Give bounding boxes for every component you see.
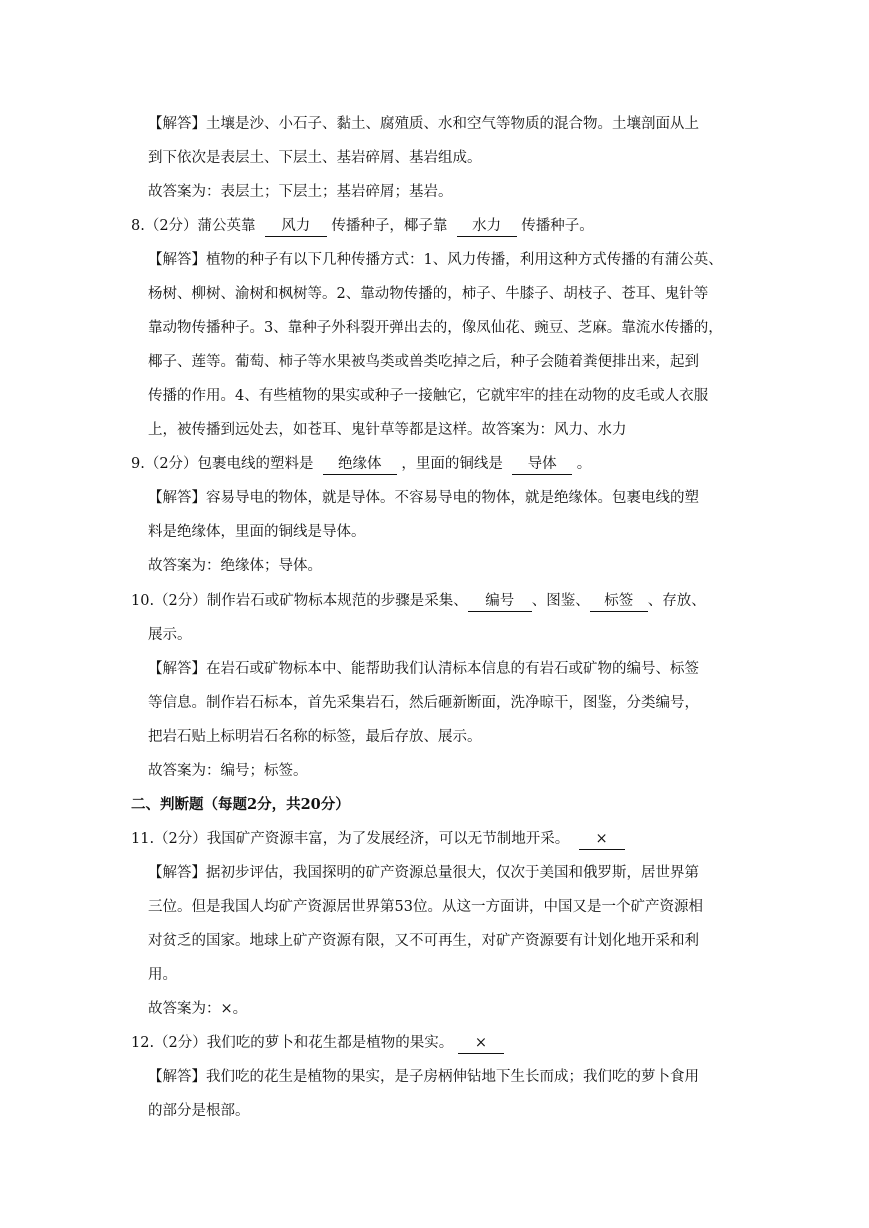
answer-line: 【解答】我们吃的花生是植物的果实，是子房柄伸钻地下生长而成；我们吃的萝卜食用 xyxy=(148,1069,699,1085)
question-text: 9.（2分）包裹电线的塑料是 xyxy=(131,456,314,472)
answer-line: 故答案为：表层土；下层土；基岩碎屑；基岩。 xyxy=(148,184,453,200)
question-text: 12.（2分）我们吃的萝卜和花生都是植物的果实。 xyxy=(131,1035,454,1051)
answer-line: 杨树、柳树、渝树和枫树等。2、靠动物传播的，柿子、牛膝子、胡枝子、苍耳、鬼针等 xyxy=(148,286,709,302)
answer-line: 椰子、莲等。葡萄、柿子等水果被鸟类或兽类吃掉之后，种子会随着粪便排出来，起到 xyxy=(148,354,699,370)
answer-line: 【解答】植物的种子有以下几种传播方式：1、风力传播，利用这种方式传播的有蒲公英、 xyxy=(148,252,723,268)
question-text: 、图鉴、 xyxy=(531,593,590,609)
answer-line: 的部分是根部。 xyxy=(148,1103,250,1119)
question-9 xyxy=(0,451,869,477)
answer-line: 等信息。制作岩石标本，首先采集岩石，然后砸新断面，洗净晾干，图鉴，分类编号， xyxy=(148,695,699,711)
section-heading: 二、判断题（每题2分，共20分） xyxy=(131,796,350,813)
answer-blank: 导体 xyxy=(512,454,572,475)
answer-line: 用。 xyxy=(148,967,177,983)
answer-line: 故答案为：绝缘体；导体。 xyxy=(148,558,322,574)
question-text: 11.（2分）我国矿产资源丰富，为了发展经济，可以无节制地开采。 xyxy=(131,831,570,847)
answer-line: 靠动物传播种子。3、靠种子外科裂开弹出去的，像凤仙花、豌豆、芝麻。靠流水传播的， xyxy=(148,320,723,336)
question-12 xyxy=(0,1030,869,1056)
answer-line: 故答案为：编号；标签。 xyxy=(148,763,308,779)
answer-blank: 编号 xyxy=(468,591,532,612)
question-text: 传播种子，椰子靠 xyxy=(331,218,448,234)
question-11 xyxy=(0,826,869,852)
answer-line: 到下依次是表层土、下层土、基岩碎屑、基岩组成。 xyxy=(148,150,482,166)
answer-blank: × xyxy=(458,1033,504,1054)
question-text: 、存放、 xyxy=(647,593,706,609)
question-text: ，里面的铜线是 xyxy=(401,456,503,472)
answer-line: 对贫乏的国家。地球上矿产资源有限，又不可再生，对矿产资源要有计划化地开采和利 xyxy=(148,933,699,949)
answer-blank: 绝缘体 xyxy=(323,454,397,475)
answer-blank: 标签 xyxy=(590,591,648,612)
answer-line: 【解答】据初步评估，我国探明的矿产资源总量很大，仅次于美国和俄罗斯，居世界第 xyxy=(148,865,699,881)
question-text: 展示。 xyxy=(148,627,192,643)
answer-line: 把岩石贴上标明岩石名称的标签，最后存放、展示。 xyxy=(148,729,482,745)
question-10 xyxy=(0,588,869,614)
answer-line: 【解答】土壤是沙、小石子、黏土、腐殖质、水和空气等物质的混合物。土壤剖面从上 xyxy=(148,116,699,132)
answer-line: 上，被传播到远处去，如苍耳、鬼针草等都是这样。故答案为：风力、水力 xyxy=(148,422,627,438)
question-text: 10.（2分）制作岩石或矿物标本规范的步骤是采集、 xyxy=(131,593,468,609)
question-text: 。 xyxy=(576,456,592,472)
answer-line: 三位。但是我国人均矿产资源居世界第53位。从这一方面讲，中国又是一个矿产资源相 xyxy=(148,899,703,915)
answer-line: 传播的作用。4、有些植物的果实或种子一接触它，它就牢牢的挂在动物的皮毛或人衣服 xyxy=(148,388,709,404)
answer-blank: × xyxy=(579,829,625,850)
answer-line: 【解答】容易导电的物体，就是导体。不容易导电的物体，就是绝缘体。包裹电线的塑 xyxy=(148,490,699,506)
answer-line: 【解答】在岩石或矿物标本中、能帮助我们认清标本信息的有岩石或矿物的编号、标签 xyxy=(148,661,699,677)
answer-blank: 风力 xyxy=(265,216,327,237)
answer-line: 故答案为：×。 xyxy=(148,1001,248,1017)
question-text: 传播种子。 xyxy=(521,218,594,234)
answer-line: 料是绝缘体，里面的铜线是导体。 xyxy=(148,524,366,540)
answer-blank: 水力 xyxy=(457,216,517,237)
question-text: 8.（2分）蒲公英靠 xyxy=(131,218,256,234)
question-8 xyxy=(0,213,869,239)
